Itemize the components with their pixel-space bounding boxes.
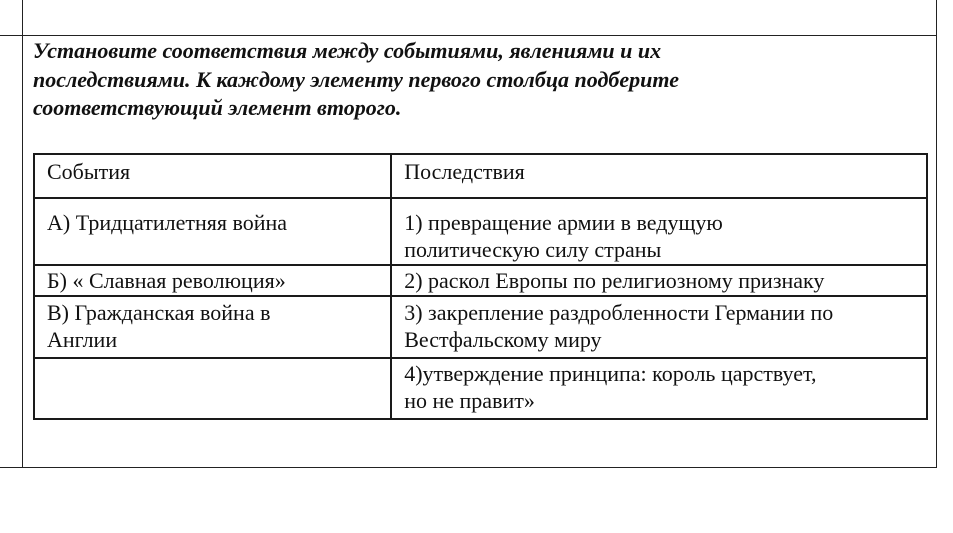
frame-top-line	[0, 35, 937, 36]
consequence-cell: 2) раскол Европы по религиозному признаку	[391, 265, 927, 296]
consequence-cell: 4)утверждение принципа: король царствует, но не правит»	[391, 358, 927, 419]
frame-bottom-line	[0, 467, 937, 468]
table-row	[34, 296, 927, 358]
table-header-row	[34, 154, 927, 198]
consequence-cell: 3) закрепление раздробленности Германии по Вестфальскому миру	[391, 296, 927, 358]
matching-table	[33, 153, 928, 420]
table-row	[34, 358, 927, 419]
header-events: События	[34, 154, 391, 198]
consequence-cell: 1) превращение армии в ведущую политическую силу страны	[391, 198, 927, 265]
table-row	[34, 198, 927, 265]
task-instruction: Установите соответствия между событиями, явлениями и их последствиями. К каждому элементу первого столбца подберите соответствующий элемент второго.	[33, 38, 679, 120]
frame-right-line	[936, 0, 937, 468]
event-cell: А) Тридцатилетняя война	[34, 198, 391, 265]
table-row	[34, 265, 927, 296]
event-cell: В) Гражданская война в Англии	[34, 296, 391, 358]
header-consequences: Последствия	[391, 154, 927, 198]
event-cell	[34, 358, 391, 419]
event-cell: Б) « Славная революция»	[34, 265, 391, 296]
frame-left-line	[22, 0, 23, 468]
